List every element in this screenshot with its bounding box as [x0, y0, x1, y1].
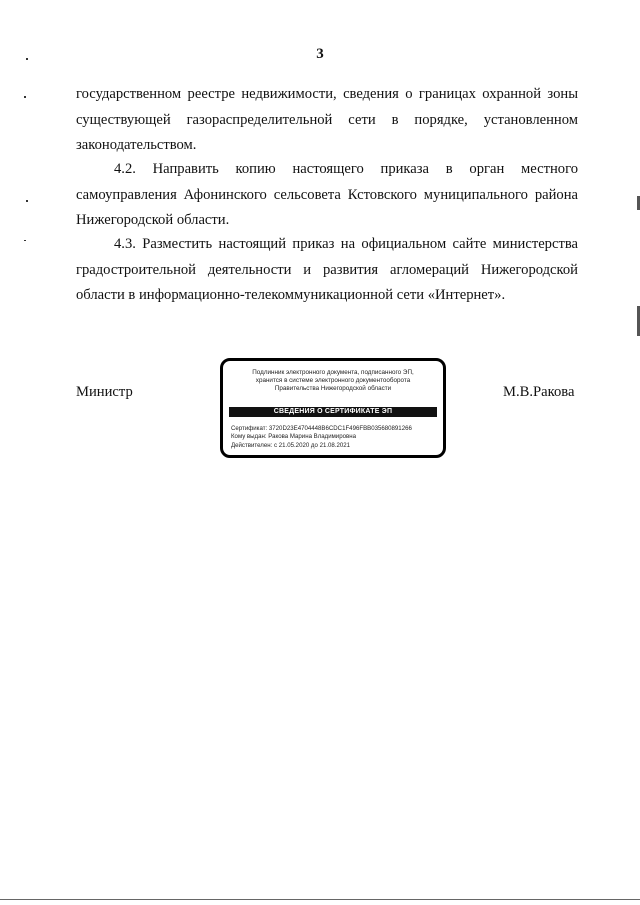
paragraph-line: 4.2. Направить копию настоящего приказа в орган местного [114, 161, 578, 177]
paragraph-line: Нижегородской области. [76, 212, 230, 228]
paragraph-line: государственном реестре недвижимости, сведения о границах охранной зоны [76, 86, 578, 102]
paragraph-line: градостроительной деятельности и развития агломераций Нижегородской [76, 261, 578, 278]
paragraph-line: 4.3. Разместить настоящий приказ на официальном сайте министерства [114, 236, 578, 252]
stamp-note-line: хранится в системе электронного документооборота [255, 377, 411, 384]
stamp-header: СВЕДЕНИЯ О СЕРТИФИКАТЕ ЭП [229, 407, 437, 417]
paragraph-line: самоуправления Афонинского сельсовета Кстовского муниципального района [76, 186, 578, 203]
paragraph-line: области в информационно-телекоммуникационной сети «Интернет». [76, 287, 506, 303]
paragraph-line: законодательством. [76, 137, 197, 153]
stamp-valid-period: Действителен: с 21.05.2020 до 21.08.2021 [231, 441, 351, 449]
scan-speck [24, 96, 26, 98]
scan-speck [26, 58, 28, 60]
paragraph-line: существующей газораспределительной сети в порядке, установленном [76, 111, 578, 128]
scan-speck [24, 240, 26, 241]
page-number: 3 [316, 46, 324, 62]
stamp-issued-to: Кому выдан: Ракова Марина Владимировна [231, 433, 356, 441]
stamp-note-line: Подлинник электронного документа, подписанного ЭП, [252, 369, 414, 376]
paragraph-4-2 [76, 157, 578, 234]
paragraph-4-3 [76, 232, 578, 309]
stamp-note [229, 369, 437, 393]
stamp-certificate: Сертификат: 3720D23E4704448B6CDC1F496FBB035680891266 [231, 425, 412, 432]
paragraph-registry-text [76, 82, 578, 159]
stamp-details [231, 425, 437, 450]
stamp-note-line: Правительства Нижегородской области [274, 385, 392, 392]
electronic-signature-stamp [220, 358, 446, 458]
scan-speck [26, 200, 28, 202]
signatory-position: Министр [76, 384, 133, 400]
signatory-name: М.В.Ракова [503, 384, 575, 400]
scan-bottom-edge [0, 899, 640, 900]
